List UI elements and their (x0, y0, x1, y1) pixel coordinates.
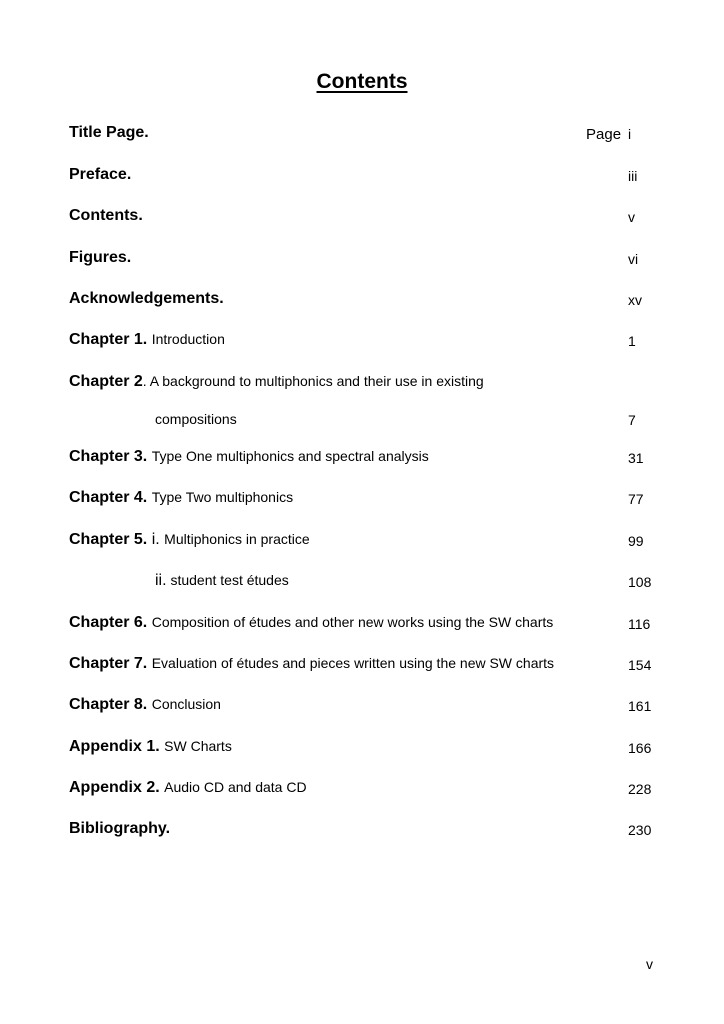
toc-heading (69, 779, 307, 797)
toc-entry (0, 489, 724, 513)
toc-heading (69, 738, 232, 756)
toc-entry (0, 331, 724, 355)
toc-entry (0, 531, 724, 555)
toc-subpart (155, 572, 289, 590)
toc-heading (69, 489, 293, 507)
toc-heading: Bibliography. (69, 820, 171, 837)
toc-page-number: 161 (628, 698, 652, 714)
toc-entry (0, 124, 724, 148)
toc-entry (0, 779, 724, 803)
toc-description: Multiphonics in practice (164, 531, 310, 547)
toc-heading (69, 448, 429, 466)
toc-entry (0, 655, 724, 679)
toc-heading (69, 331, 225, 349)
page-title: Contents (316, 70, 408, 93)
toc-heading (69, 655, 554, 673)
toc-page-number: v (628, 209, 635, 225)
toc-page-number: 1 (628, 333, 636, 349)
toc-description: compositions (155, 411, 237, 427)
toc-page-number: iii (628, 168, 638, 184)
toc-heading (69, 531, 310, 549)
toc-heading-label: Chapter 7. (69, 655, 148, 672)
toc-entry-continuation (0, 411, 724, 435)
toc-page-number: 99 (628, 533, 644, 549)
toc-page-number: 108 (628, 574, 652, 590)
toc-heading-label: Appendix 1. (69, 738, 160, 755)
toc-heading-label: Chapter 5. (69, 531, 148, 548)
toc-heading-label: Chapter 3. (69, 448, 148, 465)
toc-description: Evaluation of études and pieces written using the new SW charts (151, 655, 555, 671)
page-column-label: Page (586, 126, 622, 143)
toc-heading-label: Chapter 1. (69, 331, 148, 348)
toc-page-number: i (628, 126, 632, 142)
toc-description: Type Two multiphonics (151, 489, 294, 505)
toc-description: Type One multiphonics and spectral analysis (151, 448, 429, 464)
toc-entry (0, 448, 724, 472)
toc-entry (0, 820, 724, 844)
toc-heading (69, 373, 484, 391)
toc-page-number: 228 (628, 781, 652, 797)
toc-page-number: 116 (628, 616, 651, 632)
toc-entry (0, 207, 724, 231)
toc-page-number: 31 (628, 450, 644, 466)
toc-subpart-numeral: i. (151, 531, 160, 548)
toc-heading-label: Appendix 2. (69, 779, 160, 796)
toc-description: Composition of études and other new works using the SW charts (151, 614, 554, 630)
toc-heading: Acknowledgements. (69, 290, 224, 307)
toc-heading-label: Chapter 2 (69, 373, 143, 390)
page-folio: v (646, 956, 653, 972)
toc-heading-label: Chapter 8. (69, 696, 148, 713)
toc-page-number: 154 (628, 657, 652, 673)
toc-description: student test études (170, 572, 289, 588)
toc-heading: Figures. (69, 249, 132, 266)
toc-heading: Contents. (69, 207, 143, 224)
toc-heading: Preface. (69, 166, 132, 183)
toc-page-number: 166 (628, 740, 652, 756)
toc-entry (0, 373, 724, 397)
toc-description: . A background to multiphonics and their use in existing (142, 373, 484, 389)
toc-page-number: 230 (628, 822, 652, 838)
toc-entry (0, 614, 724, 638)
toc-entry (0, 166, 724, 190)
toc-heading-label: Chapter 6. (69, 614, 148, 631)
toc-entry (0, 696, 724, 720)
toc-heading (69, 614, 553, 632)
toc-description: Introduction (151, 331, 225, 347)
toc-page-number: xv (628, 292, 642, 308)
toc-page-number: 7 (628, 412, 636, 428)
toc-heading (69, 696, 221, 714)
toc-page-number: vi (628, 251, 639, 267)
toc-description: Conclusion (151, 696, 221, 712)
toc-description: SW Charts (164, 738, 232, 754)
toc-entry (0, 249, 724, 273)
toc-heading-label: Chapter 4. (69, 489, 148, 506)
toc-description: Audio CD and data CD (164, 779, 307, 795)
toc-page-number: 77 (628, 491, 644, 507)
toc-entry (0, 738, 724, 762)
toc-entry (0, 290, 724, 314)
toc-entry-continuation (0, 572, 724, 596)
toc-subpart-numeral: ii. (155, 572, 167, 589)
toc-heading: Title Page. (69, 124, 149, 141)
